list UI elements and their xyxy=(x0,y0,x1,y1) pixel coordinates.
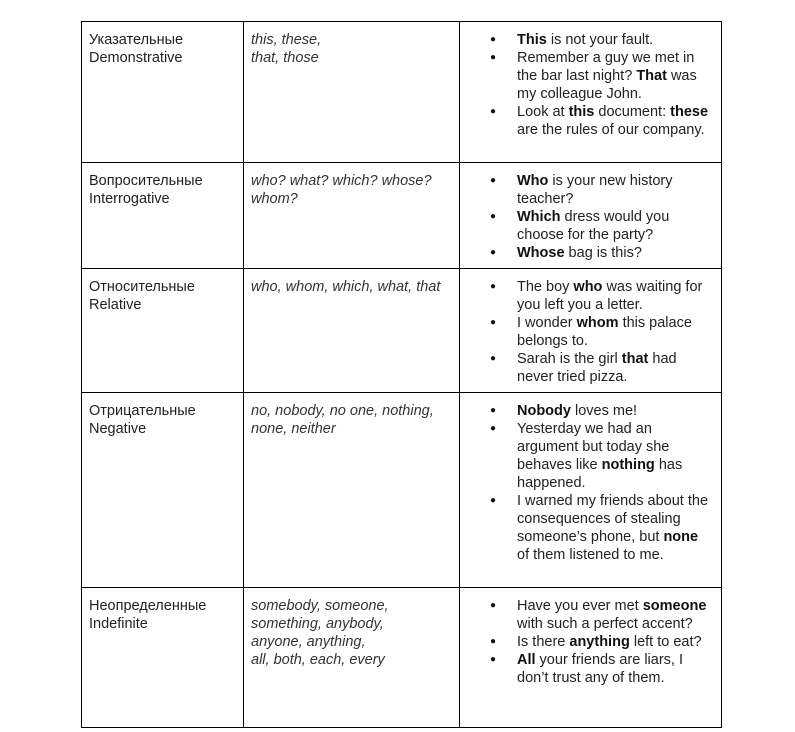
example-list xyxy=(467,597,714,687)
example-list xyxy=(467,402,714,564)
sentence-text: dress would you choose for the party? xyxy=(517,209,670,243)
example-list xyxy=(467,278,714,386)
highlighted-pronoun: whom xyxy=(576,315,619,331)
sentence-text: was my colleague John. xyxy=(517,68,697,102)
example-sentence xyxy=(517,597,714,633)
highlighted-pronoun: Whose xyxy=(517,245,565,261)
sentence-text: The boy xyxy=(517,279,574,295)
pronoun-list-line: who? what? which? whose? whom? xyxy=(251,173,432,207)
type-name-ru: Указательные xyxy=(89,32,184,48)
pronouns-cell xyxy=(244,163,460,269)
highlighted-pronoun: anything xyxy=(569,634,630,650)
example-sentence xyxy=(517,103,714,139)
sentence-text: Is there xyxy=(517,634,570,650)
sentence-text: I wonder xyxy=(517,315,577,331)
table-row xyxy=(82,22,722,163)
pronouns-cell xyxy=(244,22,460,163)
type-cell xyxy=(82,393,244,588)
sentence-text: is your new history teacher? xyxy=(517,173,673,207)
pronoun-list-line: this, these, xyxy=(251,32,322,48)
table-body xyxy=(82,22,722,728)
type-name-en: Relative xyxy=(89,297,142,313)
sentence-text: had never tried pizza. xyxy=(517,351,677,385)
pronouns-cell xyxy=(244,393,460,588)
pronoun-list-line: no, nobody, no one, nothing, none, neither xyxy=(251,403,434,437)
pronoun-types-table xyxy=(81,21,722,728)
sentence-text: left to eat? xyxy=(629,634,702,650)
sentence-text: loves me! xyxy=(570,403,638,419)
highlighted-pronoun: All xyxy=(517,652,536,668)
type-name-en: Indefinite xyxy=(89,616,148,632)
example-sentence xyxy=(517,350,714,386)
type-name-ru: Вопросительные xyxy=(89,173,203,189)
pronoun-list-line: something, anybody, xyxy=(251,616,384,632)
examples-cell xyxy=(460,588,722,728)
sentence-text: document: xyxy=(594,104,671,120)
example-sentence xyxy=(517,31,714,49)
example-sentence xyxy=(517,633,714,651)
example-sentence xyxy=(517,420,714,492)
examples-cell xyxy=(460,22,722,163)
example-sentence xyxy=(517,244,714,262)
example-sentence xyxy=(517,172,714,208)
sentence-text: Remember a guy we met in the bar last night? xyxy=(517,50,695,84)
sentence-text: of them listened to me. xyxy=(517,547,664,563)
type-name-en: Interrogative xyxy=(89,191,170,207)
example-sentence xyxy=(517,49,714,103)
table-row xyxy=(82,269,722,393)
highlighted-pronoun: this xyxy=(568,104,595,120)
sentence-text: Sarah is the girl xyxy=(517,351,622,367)
example-sentence xyxy=(517,651,714,687)
highlighted-pronoun: Nobody xyxy=(517,403,571,419)
type-name-ru: Относительные xyxy=(89,279,195,295)
example-sentence xyxy=(517,314,714,350)
examples-cell xyxy=(460,269,722,393)
type-cell xyxy=(82,269,244,393)
highlighted-pronoun: who xyxy=(573,279,603,295)
highlighted-pronoun: This xyxy=(517,32,547,48)
pronoun-list-line: that, those xyxy=(251,50,319,66)
table-row xyxy=(82,393,722,588)
type-name-ru: Отрицательные xyxy=(89,403,196,419)
sentence-text: your friends are liars, I don’t trust any of them. xyxy=(517,652,684,686)
highlighted-pronoun: nothing xyxy=(601,457,655,473)
sentence-text: has happened. xyxy=(517,457,683,491)
examples-cell xyxy=(460,393,722,588)
example-sentence xyxy=(517,278,714,314)
pronoun-list-line: somebody, someone, xyxy=(251,598,389,614)
sentence-text: was waiting for you left you a letter. xyxy=(517,279,703,313)
highlighted-pronoun: That xyxy=(636,68,667,84)
type-cell xyxy=(82,22,244,163)
sentence-text: are the rules of our company. xyxy=(517,122,705,138)
sentence-text: I warned my friends about the consequences of stealing someone’s phone, but xyxy=(517,493,709,545)
highlighted-pronoun: that xyxy=(621,351,649,367)
sentence-text: bag is this? xyxy=(564,245,642,261)
sentence-text: is not your fault. xyxy=(546,32,654,48)
pronoun-list-line: who, whom, which, what, that xyxy=(251,279,441,295)
example-list xyxy=(467,172,714,262)
examples-cell xyxy=(460,163,722,269)
table-row xyxy=(82,588,722,728)
type-name-en: Negative xyxy=(89,421,147,437)
sentence-text: this palace belongs to. xyxy=(517,315,692,349)
highlighted-pronoun: these xyxy=(670,104,709,120)
sentence-text: Look at xyxy=(517,104,569,120)
type-name-ru: Неопределенные xyxy=(89,598,207,614)
highlighted-pronoun: none xyxy=(663,529,699,545)
sentence-text: with such a perfect accent? xyxy=(517,616,693,632)
sentence-text: Have you ever met xyxy=(517,598,643,614)
pronouns-cell xyxy=(244,588,460,728)
type-cell xyxy=(82,588,244,728)
example-sentence xyxy=(517,208,714,244)
type-cell xyxy=(82,163,244,269)
type-name-en: Demonstrative xyxy=(89,50,183,66)
pronouns-cell xyxy=(244,269,460,393)
example-sentence xyxy=(517,492,714,564)
highlighted-pronoun: Who xyxy=(517,173,549,189)
example-list xyxy=(467,31,714,139)
example-sentence xyxy=(517,402,714,420)
sentence-text: Yesterday we had an argument but today she behaves like xyxy=(517,421,670,473)
pronoun-list-line: anyone, anything, xyxy=(251,634,366,650)
pronoun-list-line: all, both, each, every xyxy=(251,652,385,668)
highlighted-pronoun: someone xyxy=(642,598,707,614)
highlighted-pronoun: Which xyxy=(517,209,561,225)
table-row xyxy=(82,163,722,269)
